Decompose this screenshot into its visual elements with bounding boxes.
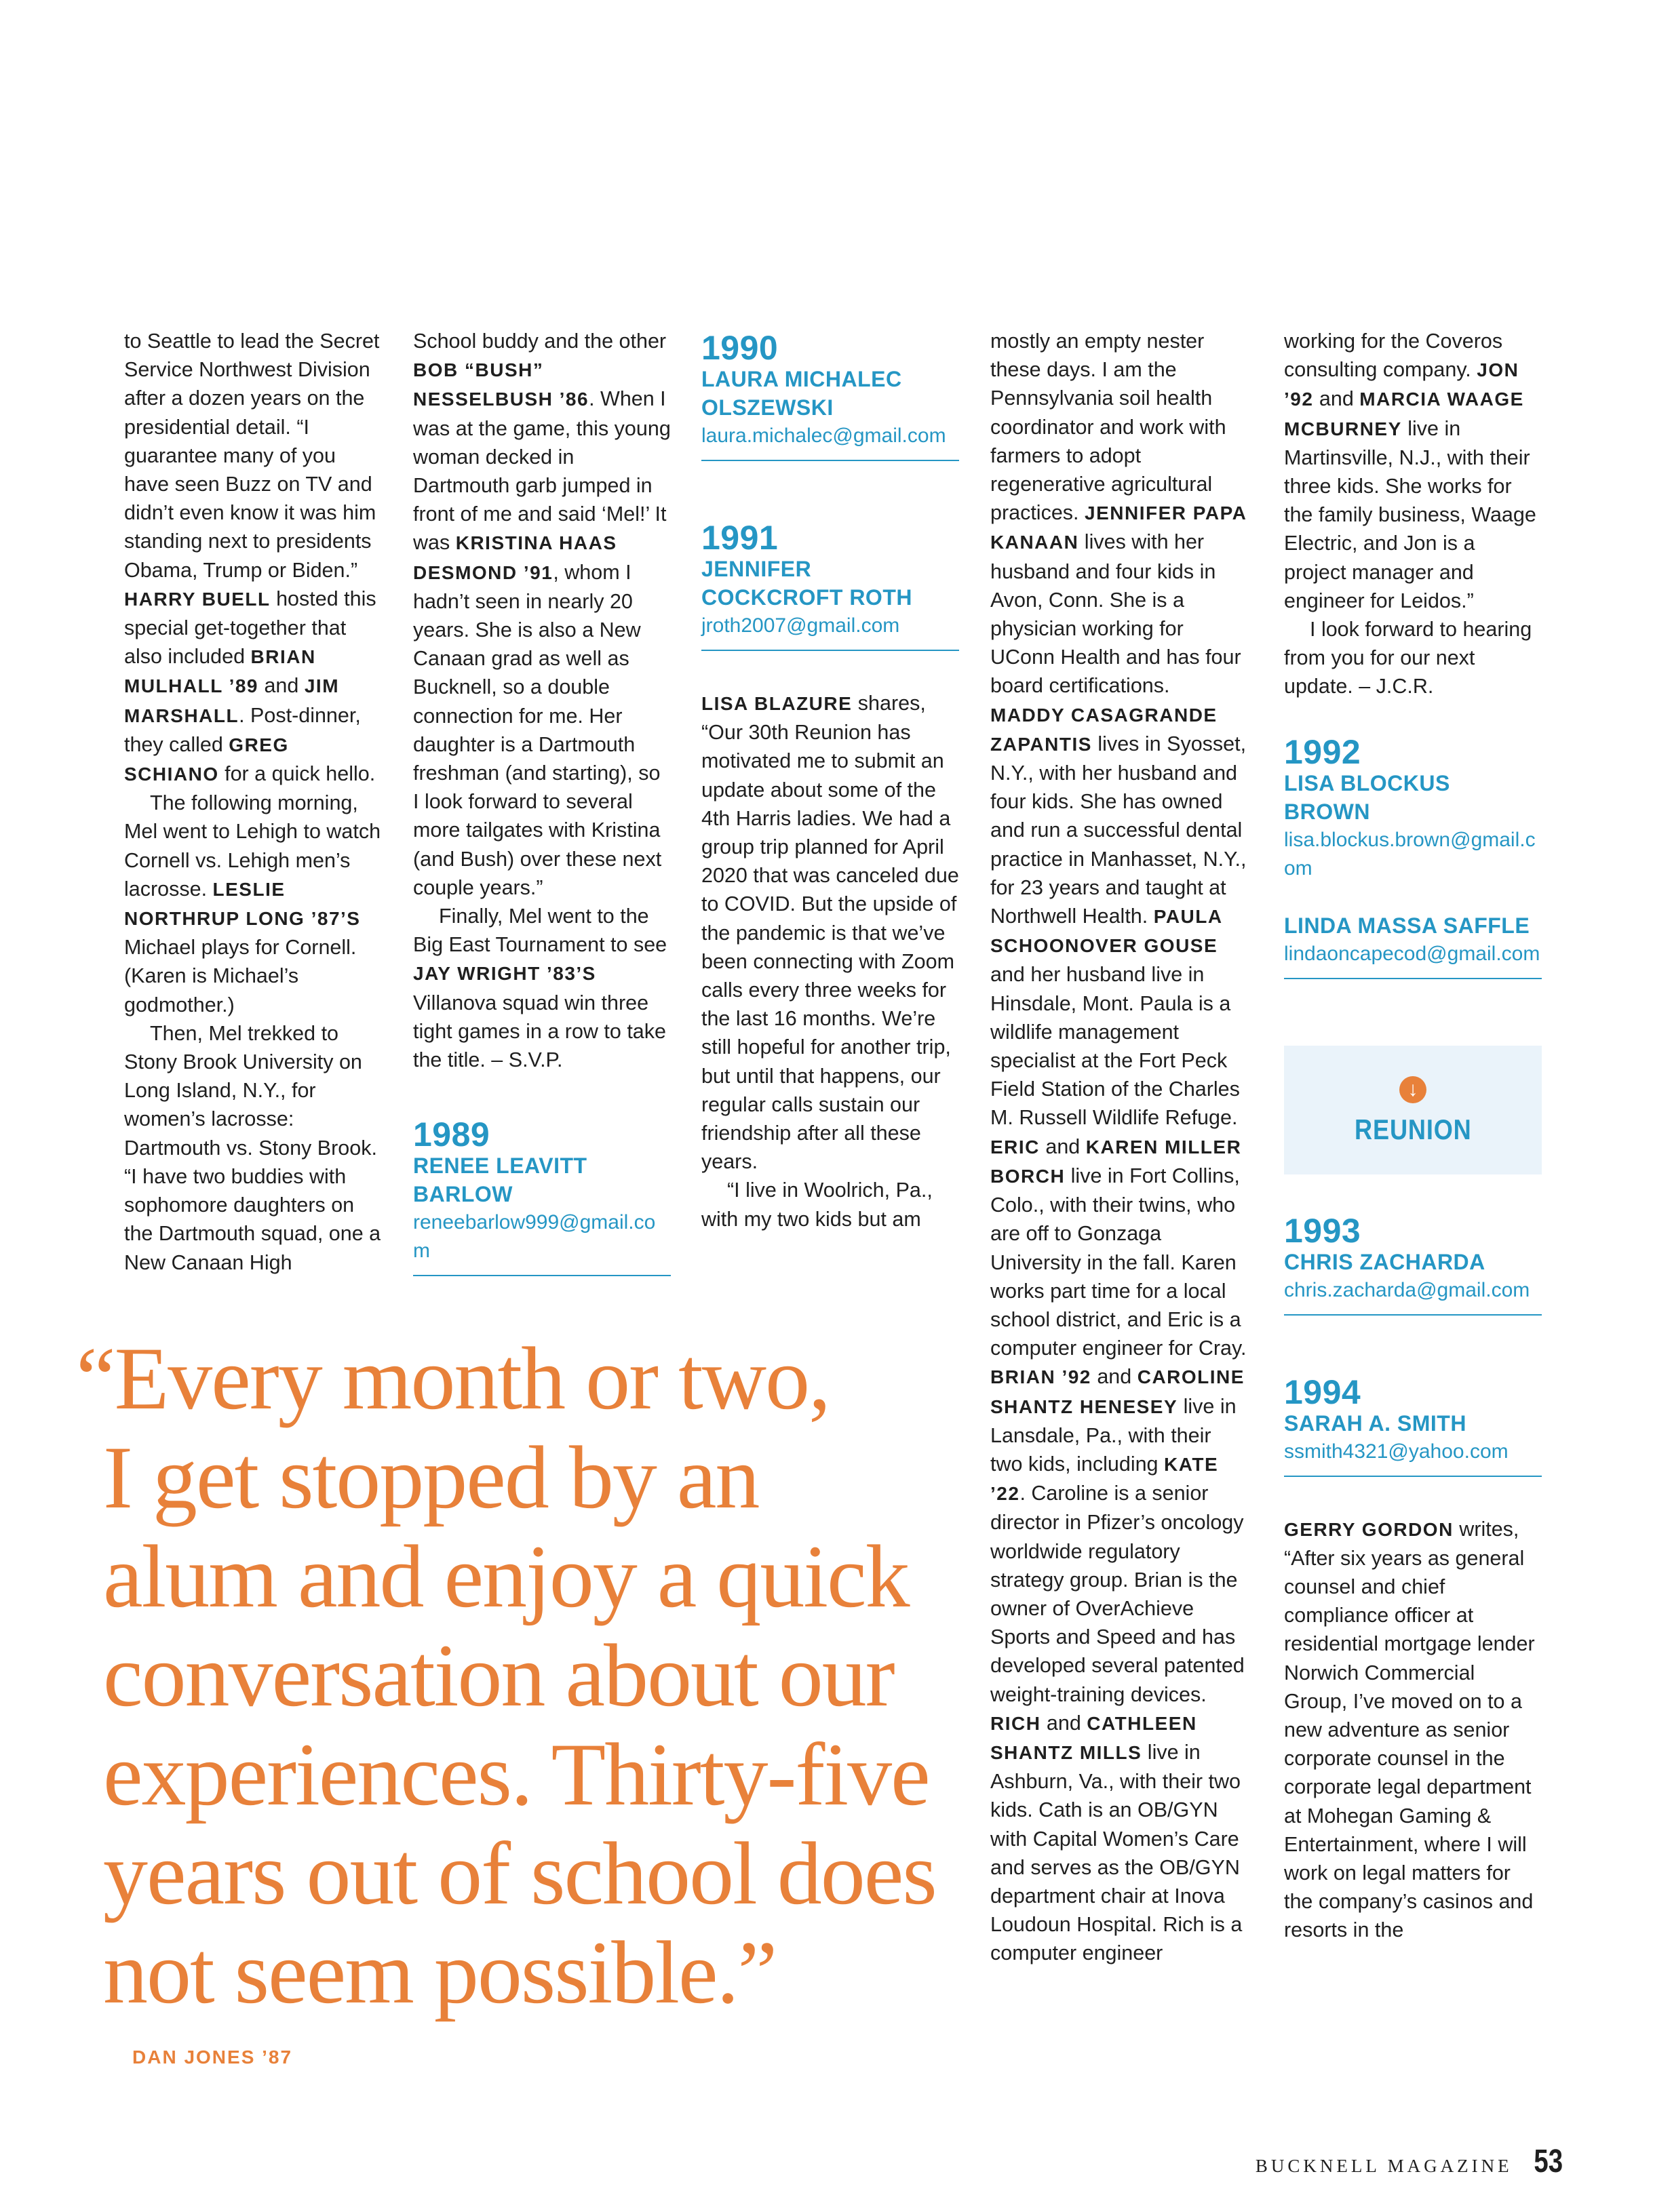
paragraph: to Seattle to lead the Secret Service Northwest Division after a dozen years on the presidential detail. “I guarantee many of you have seen Buzz on TV and didn’t even know it was him standing next to presidents Obama, Trump or Biden.” HARRY BUELL hosted this special get-together that also included BRIAN MULHALL ’89 and JIM MARSHALL. Post-dinner, they called GREG SCHIANO for a quick hello. bbox=[124, 330, 380, 786]
paragraph: GERRY GORDON writes, “After six years as general counsel and chief compliance officer at residential mortgage lender Norwich Commercial Group, I’ve moved on to a new adventure as senior corporate counsel in the corporate legal department at Mohegan Gaming & Entertainment, where I will work on legal matters for the company’s casinos and resorts in the bbox=[1284, 1517, 1535, 1942]
paragraph: Finally, Mel went to the Big East Tournament to see JAY WRIGHT ’83’S Villanova squad win three tight games in a row to take the title. – S.V.P. bbox=[413, 905, 667, 1072]
person-name: MADDY CASAGRANDE ZAPANTIS bbox=[990, 704, 1218, 755]
paragraph: mostly an empty nester these days. I am the Pennsylvania soil health coordinator and work with farmers to adopt regenerative agricultural practices. JENNIFER PAPA KANAAN lives with her husband and four kids in Avon, Conn. She is a physician working for UConn Health and has four board certifications. MADDY CASAGRANDE ZAPANTIS lives in Syosset, N.Y., with her husband and four kids. She has owned and run a successful dental practice in Manhasset, N.Y., for 23 years and taught at Northwell Health. PAULA SCHOONOVER GOUSE and her husband live in Hinsdale, Mont. Paula is a wildlife management specialist at the Fort Peck Field Station of the Charles M. Russell Wildlife Refuge. ERIC and KAREN MILLER BORCH live in Fort Collins, Colo., with their twins, who are off to Gonzaga University in the fall. Karen works part time for a local school district, and Eric is a computer engineer for Cray. BRIAN ’92 and CAROLINE SHANTZ HENESEY live in Lansdale, Pa., with their two kids, including KATE ’22. Caroline is a senior director in Pfizer’s oncology worldwide regulatory strategy group. Brian is the owner of OverAchieve Sports and Speed and has developed several patented weight-training devices. RICH and CATHLEEN SHANTZ MILLS live in Ashburn, Va., with their two kids. Cath is an OB/GYN with Capital Women’s Care and serves as the OB/GYN department chair at Inova Loudoun Hospital. Rich is a computer engineer bbox=[990, 330, 1247, 1965]
class-correspondent-name: RENEE LEAVITT BARLOW bbox=[413, 1153, 587, 1207]
column-2 bbox=[413, 327, 671, 1276]
reunion-label: REUNION bbox=[1354, 1113, 1472, 1145]
person-name: JENNIFER PAPA KANAAN bbox=[990, 502, 1247, 553]
person-name: CATHLEEN SHANTZ MILLS bbox=[990, 1712, 1197, 1763]
page-number: 53 bbox=[1533, 2144, 1563, 2179]
person-name: KAREN MILLER BORCH bbox=[990, 1136, 1242, 1187]
class-year-heading: 1990 bbox=[701, 329, 779, 367]
paragraph: Then, Mel trekked to Stony Brook University on Long Island, N.Y., for women’s lacrosse: Dartmouth vs. Stony Brook. “I have two buddies with sophomore daughters on the Dartmouth squad, one a New Canaan High bbox=[124, 1021, 381, 1274]
pull-quote bbox=[76, 1328, 971, 2022]
paragraph: “I live in Woolrich, Pa., with my two kids but am bbox=[701, 1179, 933, 1231]
person-name: JON ’92 bbox=[1284, 359, 1519, 410]
class-correspondent-email[interactable]: chris.zacharda@gmail.com bbox=[1284, 1278, 1530, 1301]
class-correspondent-email[interactable]: lisa.blockus.brown@gmail.com bbox=[1284, 828, 1536, 880]
class-correspondent-name: LAURA MICHALEC OLSZEWSKI bbox=[701, 367, 902, 420]
class-correspondent-email[interactable]: jroth2007@gmail.com bbox=[701, 614, 900, 637]
class-year-heading: 1992 bbox=[1284, 732, 1361, 771]
pull-quote-line: conversation about our bbox=[103, 1625, 894, 1725]
paragraph: LISA BLAZURE shares, “Our 30th Reunion has motivated me to submit an update about some of the 4th Harris ladies. We had a group trip planned for April 2020 that was canceled due to COVID. But the upside of the pandemic is that we’ve been connecting with Zoom calls every three weeks for the last 16 months. We’re still hopeful for another trip, but until that happens, our regular calls sustain our friendship after all these years. bbox=[701, 692, 959, 1174]
person-name: CAROLINE SHANTZ HENESEY bbox=[990, 1366, 1245, 1417]
person-name: JIM MARSHALL bbox=[124, 675, 340, 726]
class-correspondent-name: CHRIS ZACHARDA bbox=[1284, 1249, 1485, 1274]
class-year-heading: 1994 bbox=[1284, 1372, 1361, 1411]
person-name: GERRY GORDON bbox=[1284, 1518, 1454, 1540]
reunion-banner[interactable] bbox=[1284, 1046, 1542, 1174]
column-3 bbox=[701, 330, 959, 1233]
class-correspondent-email[interactable]: reneebarlow999@gmail.com bbox=[413, 1211, 656, 1263]
class-correspondent-name: JENNIFER COCKCROFT ROTH bbox=[701, 557, 912, 610]
person-name: LISA BLAZURE bbox=[701, 693, 853, 714]
person-name: BRIAN ’92 bbox=[990, 1366, 1091, 1388]
class-year-heading: 1991 bbox=[701, 519, 779, 557]
magazine-name: BUCKNELL MAGAZINE bbox=[1255, 2156, 1513, 2176]
person-name: GREG SCHIANO bbox=[124, 734, 289, 785]
column-5 bbox=[1284, 327, 1542, 1945]
paragraph: working for the Coveros consulting company. JON ’92 and MARCIA WAAGE MCBURNEY live in Martinsville, N.J., with their three kids. She works for the family business, Waage Electric, and Jon is a project manager and engineer for Leidos.” bbox=[1284, 330, 1536, 612]
class-correspondent-name: LISA BLOCKUS BROWN bbox=[1284, 770, 1450, 824]
person-name: RICH bbox=[990, 1712, 1041, 1734]
pull-quote-attribution: DAN JONES ’87 bbox=[132, 2047, 293, 2068]
pull-quote-line: experiences. Thirty-five bbox=[103, 1724, 929, 1824]
class-correspondent-name: LINDA MASSA SAFFLE bbox=[1284, 913, 1530, 938]
pull-quote-line: years out of school does bbox=[103, 1823, 936, 1923]
class-year-heading: 1989 bbox=[413, 1115, 490, 1154]
person-name: ERIC bbox=[990, 1136, 1040, 1158]
class-year-heading: 1993 bbox=[1284, 1211, 1361, 1250]
class-correspondent-email[interactable]: lindaoncapecod@gmail.com bbox=[1284, 942, 1540, 965]
paragraph: I look forward to hearing from you for our next update. – J.C.R. bbox=[1284, 618, 1532, 698]
person-name: MARCIA WAAGE MCBURNEY bbox=[1284, 389, 1524, 439]
paragraph: School buddy and the other BOB “BUSH” NESSELBUSH ’86. When I was at the game, this young woman decked in Dartmouth garb jumped in front of me and said ‘Mel!’ It was KRISTINA HAAS DESMOND ’91, whom I hadn’t seen in nearly 20 years. She is also a New Canaan grad as well as Bucknell, so a double connection for me. Her daughter is a Dartmouth freshman (and starting), so I look forward to several more tailgates with Kristina (and Bush) over these next couple years.” bbox=[413, 330, 671, 899]
person-name: LESLIE NORTHRUP LONG ’87’S bbox=[124, 878, 361, 930]
person-name: BOB “BUSH” NESSELBUSH ’86 bbox=[413, 359, 589, 410]
person-name: KRISTINA HAAS DESMOND ’91 bbox=[413, 532, 617, 583]
pull-quote-line: “Every month or two, bbox=[76, 1328, 830, 1428]
page-footer bbox=[1256, 2143, 1566, 2180]
section-divider bbox=[413, 1275, 671, 1276]
person-name: PAULA SCHOONOVER GOUSE bbox=[990, 906, 1222, 957]
class-correspondent-email[interactable]: ssmith4321@yahoo.com bbox=[1284, 1440, 1509, 1463]
pull-quote-line: I get stopped by an bbox=[103, 1427, 759, 1527]
person-name: JAY WRIGHT ’83’S bbox=[413, 963, 596, 985]
column-4 bbox=[990, 327, 1248, 1968]
pull-quote-line: not seem possible.” bbox=[103, 1922, 777, 2022]
paragraph: The following morning, Mel went to Lehigh to watch Cornell vs. Lehigh men’s lacrosse. LESLIE NORTHRUP LONG ’87’S Michael plays for Cornell. (Karen is Michael’s godmother.) bbox=[124, 791, 381, 1016]
pull-quote-line: alum and enjoy a quick bbox=[103, 1526, 909, 1626]
person-name: HARRY BUELL bbox=[124, 588, 271, 610]
person-name: BRIAN MULHALL ’89 bbox=[124, 646, 316, 697]
column-1 bbox=[124, 327, 382, 1277]
class-correspondent-name: SARAH A. SMITH bbox=[1284, 1410, 1466, 1436]
arrow-down-icon: ↓ bbox=[1399, 1076, 1426, 1103]
class-correspondent-email[interactable]: laura.michalec@gmail.com bbox=[701, 424, 946, 447]
person-name: KATE ’22 bbox=[990, 1453, 1219, 1505]
